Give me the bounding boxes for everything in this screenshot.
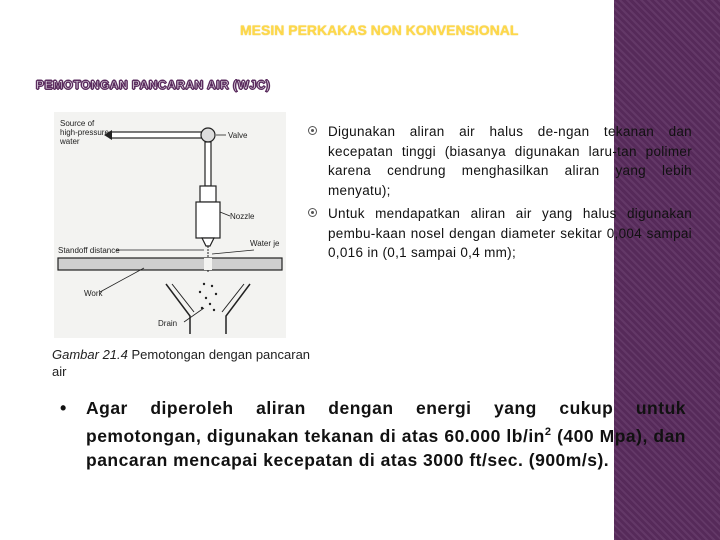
bullet-icon: •	[60, 398, 67, 418]
splash-droplets	[199, 283, 217, 311]
label-drain: Drain	[158, 319, 178, 328]
list-item	[308, 204, 692, 263]
caption-text: Pemotongan dengan pancaran air	[52, 347, 311, 379]
workpiece	[58, 258, 282, 270]
figure-caption	[52, 346, 312, 380]
bullet-text: Digunakan aliran air halus de-ngan tekanan dan kecepatan tinggi (biasanya digunakan laru-tan polimer karena cendrung menghasilkan aliran yang lebih menyatu);	[328, 124, 692, 198]
label-water-jet: Water je	[250, 239, 280, 248]
valve	[201, 128, 215, 186]
section-heading: PEMOTONGAN PANCARAN AIR (WJC)	[36, 78, 271, 92]
caption-number: Gambar 21.4	[52, 347, 128, 362]
bullet-icon	[308, 208, 317, 217]
label-valve: Valve	[228, 131, 248, 140]
main-paragraph	[56, 396, 686, 472]
label-source: Source of high-pressure water	[60, 119, 109, 146]
page-title: MESIN PERKAKAS NON KONVENSIONAL	[240, 22, 519, 38]
label-work: Work	[84, 289, 103, 298]
leader-lines	[100, 135, 254, 322]
water-jet-diagram	[54, 112, 286, 338]
main-paragraph-text-after: (400 Mpa), dan pancaran mencapai kecepatan di atas 3000 ft/sec. (900m/s).	[86, 425, 686, 470]
nozzle	[196, 186, 220, 246]
label-nozzle: Nozzle	[230, 212, 255, 221]
bullet-text: Untuk mendapatkan aliran air yang halus digunakan pembu-kaan nosel dengan diameter sekitar 0,004 sampai 0,016 in (0,1 sampai 0,4 mm);	[328, 206, 692, 260]
main-paragraph-text-before: Agar diperoleh aliran dengan energi yang cukup untuk pemotongan, digunakan tekanan di atas 60.000 lb/in	[86, 398, 686, 446]
superscript: 2	[544, 426, 552, 438]
list-item	[308, 122, 692, 200]
bullet-list	[308, 122, 692, 267]
label-standoff-distance: Standoff distance	[58, 246, 120, 255]
bullet-icon	[308, 126, 317, 135]
supply-pipe	[104, 130, 202, 140]
drain-funnel	[166, 284, 250, 334]
